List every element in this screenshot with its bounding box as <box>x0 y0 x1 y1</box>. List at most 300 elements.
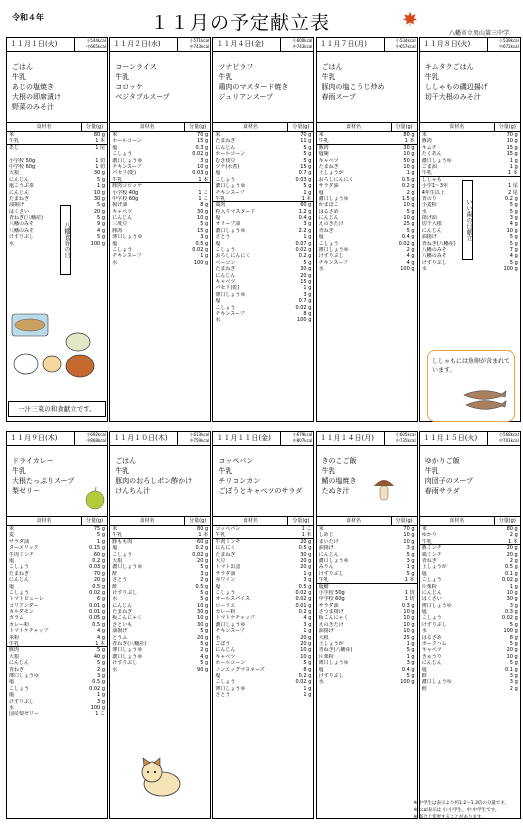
food-amount: 5 g <box>406 647 415 654</box>
food-name: 塩 <box>421 570 427 577</box>
col-amount: 分量(g) <box>85 124 104 130</box>
food-amount: 100 g <box>503 628 518 635</box>
food-amount: 1 こ <box>198 189 209 196</box>
day-date: １１月８日(火) <box>422 40 471 48</box>
food-name: 八幡のみそ <box>9 221 35 228</box>
food-amount: 1 g <box>303 570 312 577</box>
food-name: たまねぎ <box>112 609 133 616</box>
food-amount: 1 尾 <box>507 183 518 190</box>
food-name: 八幡のみそ <box>421 247 447 254</box>
menu-item: ドライカレー <box>12 457 54 465</box>
food-amount: 4 g <box>303 615 312 622</box>
day-column <box>212 431 314 819</box>
day-header <box>110 38 210 52</box>
food-amount: 1 本 <box>95 138 105 145</box>
food-name: 塩 <box>112 144 118 151</box>
food-name: 薄口しょうゆ <box>215 291 246 298</box>
food-amount: 3 g <box>303 221 312 228</box>
food-amount: 20 g <box>506 545 518 552</box>
food-amount: 1 g <box>406 653 415 660</box>
menu-item: チリコンカン <box>218 477 261 485</box>
menu-list <box>12 62 61 112</box>
food-amount: 5 g <box>200 596 209 603</box>
era-label: 令和４年 <box>12 13 44 22</box>
food-amount: 0.01 g <box>89 609 105 616</box>
food-amount: 5 g <box>509 202 518 209</box>
energy-middle: 中735kcal <box>395 438 416 443</box>
food-amount: 10 g <box>197 215 209 222</box>
food-name: 小学校 50g <box>9 157 36 164</box>
food-name: サラダ油 <box>9 538 29 545</box>
menu-item: 切干大根のみそ汁 <box>424 93 481 101</box>
allergy-note <box>427 350 515 422</box>
food-name: はくさい <box>421 596 442 603</box>
menu-item: 牛乳 <box>218 467 233 475</box>
food-amount: 3 g <box>303 577 312 584</box>
food-name: 大根 <box>9 170 20 177</box>
menu-item: 大根たっぷりスープ <box>12 477 75 485</box>
food-amount: 30 g <box>300 551 312 558</box>
food-name: 揚げ油 <box>421 215 437 222</box>
menu-item: 牛乳 <box>12 73 26 81</box>
food-name: たまねぎ <box>215 551 236 558</box>
food-amount: 10 g <box>197 163 209 170</box>
food-name: ホールコーン <box>112 138 142 145</box>
food-name: きゅうり <box>421 653 442 660</box>
food-amount: 75 g <box>93 526 105 532</box>
food-name: 水 <box>112 596 118 603</box>
food-name: ごぼう <box>215 641 231 648</box>
food-amount: 2 g <box>97 666 105 673</box>
page-title: １１月の予定献立表 <box>150 12 331 34</box>
food-name: 片栗粉 <box>421 583 437 590</box>
food-name: 塩 <box>112 545 118 552</box>
food-amount: 70 g <box>403 526 415 532</box>
food-amount: 5 g <box>303 183 312 190</box>
food-name: 濃口しょうゆ <box>215 183 246 190</box>
food-amount: 5 g <box>406 672 415 679</box>
food-name: 塩 <box>9 679 15 686</box>
energy-elem: 小568kcal <box>499 432 519 437</box>
food-name: 中学校 60g <box>112 195 139 202</box>
menu-list <box>322 456 357 496</box>
food-amount: 2 g <box>509 532 518 539</box>
menu-item: ごはん <box>12 63 33 71</box>
food-amount: 30 g <box>197 621 209 628</box>
table-row <box>213 692 313 698</box>
food-amount: 5 g <box>303 660 312 667</box>
food-name: 4年生以上 <box>421 189 445 196</box>
food-name: けずりぶし <box>9 234 35 241</box>
food-amount: 5 g <box>509 621 518 628</box>
food-name: 塩 <box>215 215 221 222</box>
food-amount: 10 g <box>197 602 209 609</box>
footnote: ※ 都合上変更することがあります。 <box>413 815 486 820</box>
food-amount: 60 g <box>93 551 105 558</box>
food-name: 水 <box>215 317 221 324</box>
food-amount: 3 g <box>303 621 312 628</box>
col-food: 食材名 <box>317 517 392 525</box>
food-amount: 5 g <box>97 176 105 183</box>
food-name: カルダモン <box>9 609 34 616</box>
food-amount: 0.15 g <box>89 545 105 552</box>
menu-item: ツナピラフ <box>218 63 254 71</box>
menu-item: きのこご飯 <box>321 457 357 465</box>
cat-icon <box>138 756 184 798</box>
food-name: 牛乳 <box>112 176 123 183</box>
food-name: 牛肉ミンチ <box>9 551 35 558</box>
shishamo-icon <box>462 385 508 415</box>
food-name: にんじん <box>318 215 339 222</box>
food-name: 塩 <box>421 666 427 673</box>
food-name: ターメリック <box>9 545 39 552</box>
col-food: 食材名 <box>7 123 82 131</box>
energy-elem: 小679kcal <box>292 432 313 437</box>
day-date: １１月７日(月) <box>319 40 368 48</box>
table-row <box>317 266 417 272</box>
food-amount: 3 g <box>97 698 105 705</box>
food-name: こしょう <box>9 564 30 571</box>
food-amount: 1 本 <box>404 577 415 584</box>
food-amount: 3 g <box>406 660 415 667</box>
food-name: 粒入りマスタード <box>215 208 256 215</box>
food-name: こしょう <box>421 615 442 622</box>
day-header <box>213 432 313 446</box>
food-amount: 5 g <box>303 144 312 151</box>
food-amount: 20 g <box>197 557 209 564</box>
food-name: 牛乳 <box>421 538 432 545</box>
energy-middle: 中743kcal <box>292 44 313 49</box>
table-header <box>110 516 210 526</box>
food-name: 水 <box>421 208 427 215</box>
ingredient-table <box>317 122 417 273</box>
food-amount: 0.01 g <box>89 602 105 609</box>
day-column <box>212 37 314 422</box>
food-name: けずりぶし <box>318 253 344 260</box>
food-amount: 70 g <box>506 132 518 138</box>
food-name: 塩 <box>215 583 221 590</box>
food-name: 米粉 <box>9 634 20 641</box>
food-amount: 0.2 g <box>505 195 518 202</box>
food-amount: 1 切 <box>95 163 105 170</box>
food-amount: 0.02 g <box>192 151 209 158</box>
food-amount: 5 g <box>406 551 415 558</box>
menu-item: 大根の即席漬け <box>12 93 61 101</box>
food-amount: 4 g <box>509 253 518 260</box>
food-name: 大根 <box>112 557 123 564</box>
footnote: ※ kcal表示は 小:小学生、中:中学生です。 <box>413 808 500 813</box>
food-name: 薄口しょうゆ <box>318 660 349 667</box>
food-name: 土しょうが <box>318 641 344 648</box>
food-name: チキンスープ <box>215 310 245 317</box>
food-name: チキンスープ <box>215 189 245 196</box>
food-amount: 0.02 g <box>192 551 209 558</box>
food-amount: 0.5 g <box>298 583 312 590</box>
food-name: 米 <box>9 132 15 138</box>
food-amount: 90 g <box>197 666 209 673</box>
food-amount: 80 g <box>403 132 415 138</box>
food-amount: 3 g <box>200 570 209 577</box>
food-amount: 1 本 <box>301 532 312 539</box>
food-amount: 1 g <box>303 285 312 292</box>
food-amount: 3 g <box>509 672 518 679</box>
food-name: 薄口しょうゆ <box>9 672 40 679</box>
food-name: チキンスープ <box>112 163 142 170</box>
food-name: こしょう <box>215 304 236 311</box>
food-name: にんじん <box>9 189 30 196</box>
food-amount: 5 g <box>200 221 209 228</box>
food-name: けずりぶし <box>112 660 138 667</box>
food-name: 酢 <box>421 672 427 679</box>
food-name: 油揚げ <box>318 628 334 635</box>
food-amount: 1 こ <box>301 526 312 532</box>
food-amount: 1 g <box>303 189 312 196</box>
ingredient-table <box>213 516 313 699</box>
food-amount: 10 g <box>403 628 415 635</box>
food-amount: 10 g <box>403 151 415 158</box>
day-date: １１月１１日(金) <box>216 434 271 442</box>
food-name: 油揚げ <box>318 545 334 552</box>
food-name: 青ねぎ(八幡産) <box>421 240 456 247</box>
menu-item: 肉団子のスープ <box>424 477 474 485</box>
col-amount: 分量(g) <box>395 518 413 524</box>
ingredient-table <box>110 516 210 673</box>
energy-elem: 小534kcal <box>395 38 416 43</box>
food-amount: 5 g <box>97 215 105 222</box>
energy-box <box>280 38 313 51</box>
food-amount: 0.5 g <box>401 176 415 183</box>
day-date: １１月１０日(木) <box>113 434 168 442</box>
food-amount: 0.5 g <box>92 621 105 628</box>
menu-list <box>115 456 192 496</box>
food-name: キャベツ <box>215 278 236 285</box>
food-amount: 10 g <box>403 532 415 539</box>
menu-item: ししゃもの磯辺揚げ <box>424 83 488 91</box>
food-name: 米 <box>112 132 118 138</box>
allergy-text: ししゃもには魚卵が含まれています。 <box>432 358 511 374</box>
food-amount: 15 g <box>197 138 209 145</box>
food-amount: 8 g <box>509 634 518 641</box>
food-name: けずりぶし <box>318 672 344 679</box>
food-name: 青ねぎ(八幡産) <box>318 647 353 654</box>
food-name: こしょう <box>215 589 236 596</box>
ingredient-table <box>7 122 107 247</box>
food-amount: 0.4 g <box>401 234 415 241</box>
food-name: 中学校 60g <box>9 163 36 170</box>
food-name: 片栗粉 <box>318 653 334 660</box>
day-date: １１月４日(金) <box>216 40 264 48</box>
food-amount: 5 g <box>406 227 415 234</box>
menu-item: ごはん <box>321 63 343 71</box>
food-amount: 20 g <box>300 557 312 564</box>
ingredient-table <box>420 516 520 692</box>
food-amount: 15 g <box>300 163 312 170</box>
food-name: みりん <box>318 564 334 571</box>
food-name: パセリ(乾) <box>112 170 137 177</box>
food-amount: 20 g <box>93 208 105 215</box>
food-amount: 5 g <box>303 151 312 158</box>
table-header <box>7 516 107 526</box>
food-name: 塩 <box>9 557 15 564</box>
col-amount: 分量(g) <box>85 518 104 524</box>
food-name: 塩 <box>215 298 221 305</box>
food-name: サラダ油 <box>215 570 236 577</box>
food-amount: 4 g <box>97 634 105 641</box>
energy-box <box>74 38 107 51</box>
food-name: 麦 <box>9 532 15 539</box>
table-header <box>420 122 520 132</box>
menu-item: 豚肉の塩こうじ炒め <box>321 83 385 91</box>
day-header <box>7 38 107 52</box>
food-amount: 2 尾 <box>507 189 518 196</box>
footnote: ※ 中学生は表示より約1.2～1.3倍の分量です。 <box>413 801 509 806</box>
food-amount: 5 g <box>509 641 518 648</box>
food-amount: 7 g <box>509 247 518 254</box>
food-amount: 20 g <box>300 564 312 571</box>
food-name: 濃口しょうゆ <box>421 679 452 686</box>
food-amount: 0.5 g <box>298 545 312 552</box>
food-amount: 10 g <box>403 163 415 170</box>
food-amount: 100 g <box>90 704 105 711</box>
energy-middle: 中701kcal <box>499 438 519 443</box>
food-name: 酢 <box>421 685 427 692</box>
food-amount: 0.2 g <box>92 557 105 564</box>
col-food: 食材名 <box>110 123 185 131</box>
food-amount: 0.02 g <box>295 247 312 254</box>
table-row <box>110 260 210 266</box>
food-name: さとう <box>112 577 128 584</box>
food-amount: 0.02 g <box>192 247 209 254</box>
food-name: 大豆 <box>215 557 226 564</box>
food-amount: 3 g <box>509 602 518 609</box>
food-amount: 5 g <box>303 259 312 266</box>
food-amount: 2 g <box>200 647 209 654</box>
food-amount: 4 g <box>509 221 518 228</box>
menu-item: 牛乳 <box>321 467 336 475</box>
food-name: 酢 <box>112 570 118 577</box>
food-name: 塩こうぶ茶 <box>9 183 35 190</box>
menu-list <box>218 62 288 102</box>
energy-middle: 中868kcal <box>86 438 106 443</box>
footnotes <box>413 800 509 821</box>
food-name: トマトケチャップ <box>215 615 255 622</box>
menu-item: ジュリアンスープ <box>218 93 274 101</box>
food-amount: 0.5 g <box>92 679 105 686</box>
food-amount: 10 g <box>506 653 518 660</box>
food-name: にんじん <box>318 551 339 558</box>
food-amount: 20 g <box>197 634 209 641</box>
food-amount: 0.07 g <box>295 240 312 247</box>
food-amount: 1 g <box>406 170 415 177</box>
food-amount: 5 g <box>406 208 415 215</box>
food-amount: 1 g <box>303 628 312 635</box>
food-name: 薄口しょうゆ <box>112 647 143 654</box>
day-column <box>316 37 418 422</box>
food-name: にんじん <box>421 589 442 596</box>
menu-list <box>115 62 170 102</box>
day-header <box>317 432 417 446</box>
ingredient-table <box>317 516 417 686</box>
food-name: 牛乳 <box>421 170 432 176</box>
food-name: 濃口しょうゆ <box>318 557 349 564</box>
food-name: 薄口しょうゆ <box>112 234 143 241</box>
food-name: 豚肉 <box>421 138 432 145</box>
food-name: 濃口しょうゆ <box>112 653 143 660</box>
menu-item: ゆかりご飯 <box>424 457 460 465</box>
food-amount: 1 g <box>509 583 518 590</box>
food-amount: 100 g <box>503 266 518 273</box>
food-name: キャベツ <box>318 157 339 164</box>
menu-item: 豚肉のおろしポン酢かけ <box>115 477 193 485</box>
food-amount: 2 g <box>406 247 415 254</box>
food-name: 牛乳 <box>9 641 20 647</box>
food-name: けずりぶし <box>9 698 35 705</box>
food-amount: 0.3 g <box>195 144 209 151</box>
food-amount: 10 g <box>506 589 518 596</box>
food-name: 塩 <box>112 240 118 247</box>
energy-elem: 小600kcal <box>292 38 313 43</box>
food-name: こしょう <box>112 151 133 158</box>
food-name: ホールコーン <box>215 151 246 158</box>
food-name: さとう <box>215 234 231 241</box>
food-amount: 15 g <box>506 144 518 151</box>
food-amount: 0.5 g <box>505 564 518 571</box>
food-name: 小麦粉 <box>421 202 437 209</box>
col-food: 食材名 <box>213 517 288 525</box>
food-name: 国産梨ゼリー <box>9 711 40 718</box>
food-amount: 1 g <box>509 157 518 164</box>
food-name: ししゃも <box>421 176 442 183</box>
food-amount: 30 g <box>197 609 209 616</box>
table-row <box>213 317 313 323</box>
food-amount: 1 g <box>303 685 312 692</box>
food-name: たまねぎ <box>215 266 236 273</box>
food-amount: 1 こ <box>95 711 105 718</box>
food-amount: 0.5 g <box>195 583 209 590</box>
food-amount: 5 g <box>97 660 105 667</box>
food-amount: 15 g <box>506 151 518 158</box>
energy-middle: 中665kcal <box>86 44 106 49</box>
food-amount: 0.4 g <box>298 215 312 222</box>
food-amount: 5 g <box>509 208 518 215</box>
food-amount: 1.2 g <box>298 208 312 215</box>
food-amount: 30 g <box>93 170 105 177</box>
food-amount: 5 g <box>200 589 209 596</box>
food-name: ゆかり <box>421 532 437 539</box>
food-amount: 5 g <box>406 570 415 577</box>
food-amount: 5 g <box>200 660 209 667</box>
food-amount: 4 g <box>97 227 105 234</box>
food-amount: 20 g <box>300 272 312 279</box>
food-amount: 2 g <box>200 577 209 584</box>
food-amount: 1 本 <box>301 195 312 202</box>
food-name: 塩 <box>318 666 324 673</box>
energy-elem: 小613kcal <box>189 432 210 437</box>
menu-list <box>425 62 488 102</box>
food-amount: 2 g <box>509 685 518 692</box>
food-name: 米 <box>421 132 427 138</box>
food-name: 豚肉 <box>112 227 123 234</box>
shokuiku-label: 八幡食育の日 <box>60 205 71 275</box>
food-name: 濃口しょうゆ <box>215 621 246 628</box>
food-name: 牛乳 <box>318 577 329 583</box>
energy-middle: 中743kcal <box>189 44 210 49</box>
food-amount: 4 g <box>97 628 105 635</box>
ingredient-table <box>110 122 210 266</box>
food-amount: 1 こ <box>198 195 209 202</box>
food-name: 米 <box>318 526 324 532</box>
table-header <box>110 122 210 132</box>
